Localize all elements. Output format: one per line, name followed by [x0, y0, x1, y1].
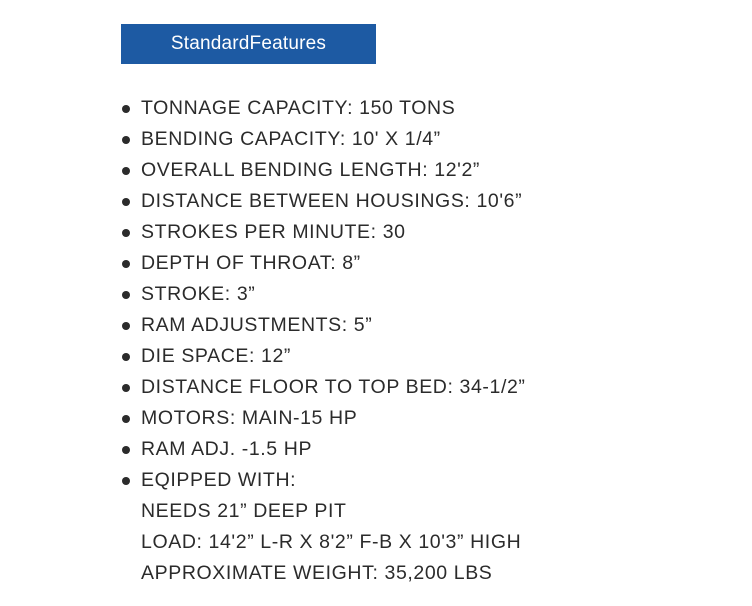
feature-text: TONNAGE CAPACITY: 150 TONS — [141, 97, 456, 119]
feature-item — [122, 403, 526, 434]
bullet-icon — [122, 322, 130, 330]
feature-item — [122, 93, 526, 124]
feature-item — [122, 372, 526, 403]
bullet-icon — [122, 167, 130, 175]
bullet-icon — [122, 384, 130, 392]
equipped-detail: APPROXIMATE WEIGHT: 35,200 LBS — [141, 562, 493, 584]
bullet-icon — [122, 229, 130, 237]
feature-text: MOTORS: MAIN-15 HP — [141, 407, 358, 429]
feature-text: OVERALL BENDING LENGTH: 12'2” — [141, 159, 480, 181]
bullet-icon — [122, 477, 130, 485]
feature-item — [122, 279, 526, 310]
feature-item — [122, 248, 526, 279]
feature-text: BENDING CAPACITY: 10' X 1/4” — [141, 128, 441, 150]
feature-item — [122, 434, 526, 465]
feature-text: DISTANCE FLOOR TO TOP BED: 34-1/2” — [141, 376, 526, 398]
feature-item — [122, 310, 526, 341]
feature-text: RAM ADJ. -1.5 HP — [141, 438, 313, 460]
feature-text: RAM ADJUSTMENTS: 5” — [141, 314, 373, 336]
feature-item — [122, 217, 526, 248]
feature-text: DISTANCE BETWEEN HOUSINGS: 10'6” — [141, 190, 523, 212]
section-title: StandardFeatures — [170, 33, 327, 54]
feature-text: DIE SPACE: 12” — [141, 345, 292, 367]
bullet-icon — [122, 105, 130, 113]
equipped-detail: LOAD: 14'2” L-R X 8'2” F-B X 10'3” HIGH — [141, 531, 522, 553]
bullet-icon — [122, 198, 130, 206]
feature-text: EQIPPED WITH: — [141, 469, 297, 491]
feature-text: DEPTH OF THROAT: 8” — [141, 252, 361, 274]
feature-list — [122, 93, 526, 589]
bullet-icon — [122, 136, 130, 144]
feature-text: STROKES PER MINUTE: 30 — [141, 221, 406, 243]
equipped-detail: NEEDS 21” DEEP PIT — [141, 500, 347, 522]
bullet-icon — [122, 353, 130, 361]
feature-item — [122, 186, 526, 217]
feature-item — [122, 341, 526, 372]
bullet-icon — [122, 260, 130, 268]
section-header — [121, 24, 376, 64]
feature-item — [122, 124, 526, 155]
bullet-icon — [122, 415, 130, 423]
feature-text: STROKE: 3” — [141, 283, 256, 305]
feature-item — [122, 155, 526, 186]
bullet-icon — [122, 446, 130, 454]
bullet-icon — [122, 291, 130, 299]
feature-item — [122, 465, 526, 496]
